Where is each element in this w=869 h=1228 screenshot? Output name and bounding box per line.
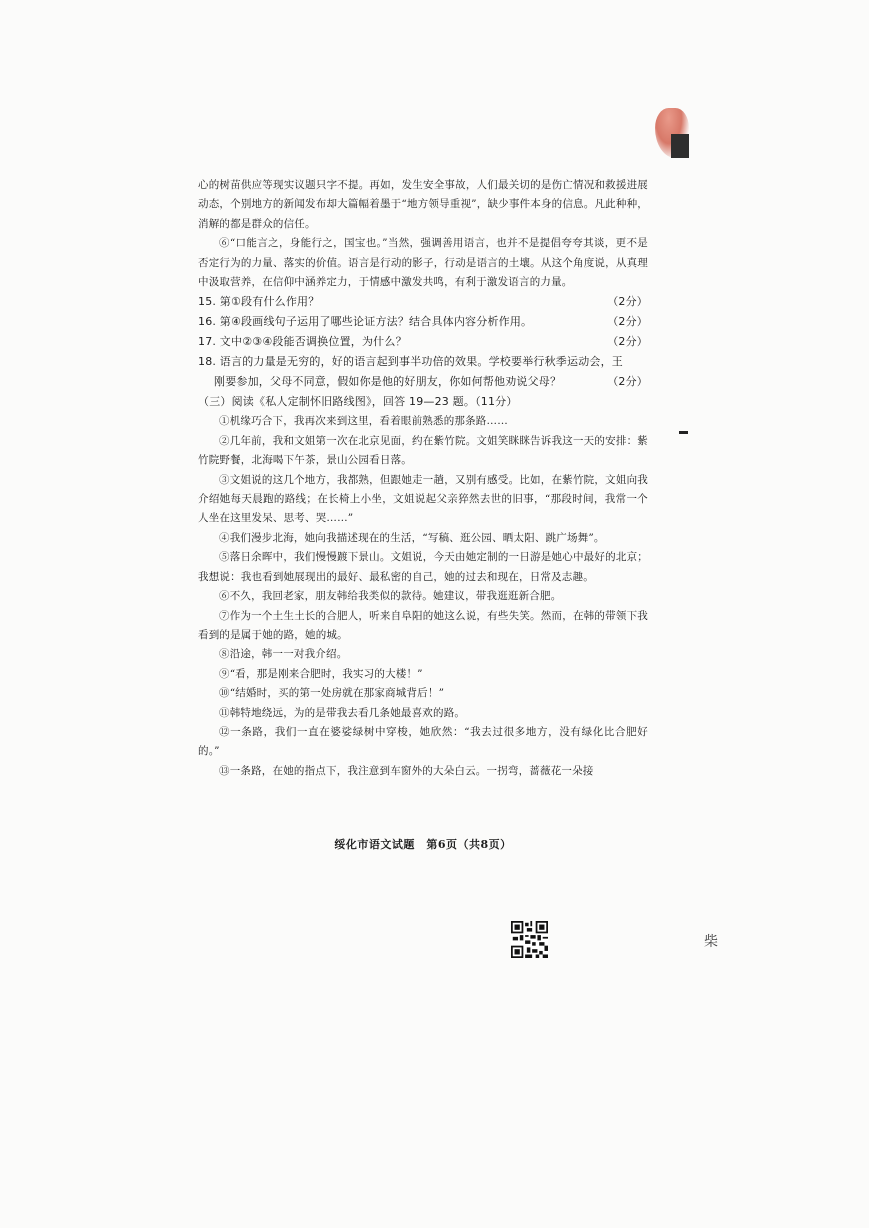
passage-paragraph: ③文姐说的这几个地方，我都熟，但跟她走一趟，又别有感受。比如，在紫竹院，文姐向我介绍她每天晨跑的路线；在长椅上小坐，文姐说起父亲猝然去世的旧事，“那段时间，我常一个人坐在这里发呆、思考、哭……”: [198, 473, 648, 525]
passage-paragraph: ⑪韩特地绕远，为的是带我去看几条她最喜欢的路。: [219, 706, 466, 719]
qr-code-icon: [511, 921, 548, 958]
question-points: （2分）: [607, 375, 648, 389]
passage-paragraph: ⑩“结婚时，买的第一处房就在那家商城背后！”: [219, 687, 445, 700]
passage-paragraph: ⑬一条路，在她的指点下，我注意到车窗外的大朵白云。一拐弯，蔷薇花一朵接: [219, 764, 594, 777]
passage-paragraph: ⑦作为一个土生土长的合肥人，听来自阜阳的她这么说，有些失笑。然而，在韩的带领下我看到的是属于她的路，她的城。: [198, 609, 648, 641]
passage-paragraph: ⑤落日余晖中，我们慢慢踱下景山。文姐说，今天由她定制的一日游是她心中最好的北京；我想说：我也看到她展现出的最好、最私密的自己，她的过去和现在，日常及志趣。: [198, 551, 648, 583]
passage-paragraph: ④我们漫步北海，她向我描述现在的生活，“写稿、逛公园、晒太阳、跳广场舞”。: [219, 531, 605, 544]
question-text: 17. 文中②③④段能否调换位置，为什么？: [198, 335, 407, 349]
question-17: [198, 332, 648, 352]
passage-paragraph: ⑥“口能言之，身能行之，国宝也。”当然，强调善用语言，也并不是提倡夸夸其谈，更不是否定行为的力量、落实的价值。语言是行动的影子，行动是语言的土壤。从这个角度说，从真理中汲取营养，在信仰中涵养定力，于情感中激发共鸣，有利于激发语言的力量。: [198, 237, 648, 289]
margin-dash-mark: [679, 431, 688, 434]
passage-paragraph: 心的树苗供应等现实议题只字不提。再如，发生安全事故，人们最关切的是伤亡情况和救援进展动态，个别地方的新闻发布却大篇幅着墨于“地方领导重视”，缺少事件本身的信息。凡此种种，消解的都是群众的信任。: [198, 179, 648, 230]
exam-document: [198, 176, 648, 781]
question-text-line1: 18. 语言的力量是无穷的，好的语言起到事半功倍的效果。学校要举行秋季运动会，王: [198, 355, 623, 369]
question-18: [198, 352, 648, 392]
passage-paragraph: ①机缘巧合下，我再次来到这里，看着眼前熟悉的那条路……: [219, 415, 508, 428]
margin-character: 柴: [704, 934, 718, 950]
passage-paragraph: ⑥不久，我回老家，朋友韩给我类似的款待。她建议，带我逛逛新合肥。: [219, 590, 562, 603]
question-points: （2分）: [607, 315, 648, 329]
passage-paragraph: ⑫一条路，我们一直在婆娑绿树中穿梭，她欣然：“我去过很多地方，没有绿化比合肥好的。”: [198, 725, 648, 758]
passage-paragraph: ⑨“看，那是刚来合肥时，我实习的大楼！”: [219, 667, 423, 680]
question-text-line2: 刚要参加，父母不同意，假如你是他的好朋友，你如何帮他劝说父母？: [214, 375, 562, 389]
scan-edge-mark: [671, 134, 689, 158]
question-points: （2分）: [607, 335, 648, 349]
question-points: （2分）: [607, 295, 648, 309]
question-15: [198, 292, 648, 312]
question-text: 16. 第④段画线句子运用了哪些论证方法？结合具体内容分析作用。: [198, 315, 533, 329]
passage-paragraph: ⑧沿途，韩一一对我介绍。: [219, 648, 348, 661]
question-16: [198, 312, 648, 332]
section-heading: （三）阅读《私人定制怀旧路线图》，回答 19—23 题。（11分）: [198, 395, 518, 409]
question-text: 15. 第①段有什么作用？: [198, 295, 320, 309]
passage-paragraph: ②几年前，我和文姐第一次在北京见面，约在紫竹院。文姐笑眯眯告诉我这一天的安排：紫竹院野餐，北海喝下午茶，景山公园看日落。: [198, 434, 648, 467]
page-footer: 绥化市语文试题 第6页（共8页）: [334, 838, 512, 851]
